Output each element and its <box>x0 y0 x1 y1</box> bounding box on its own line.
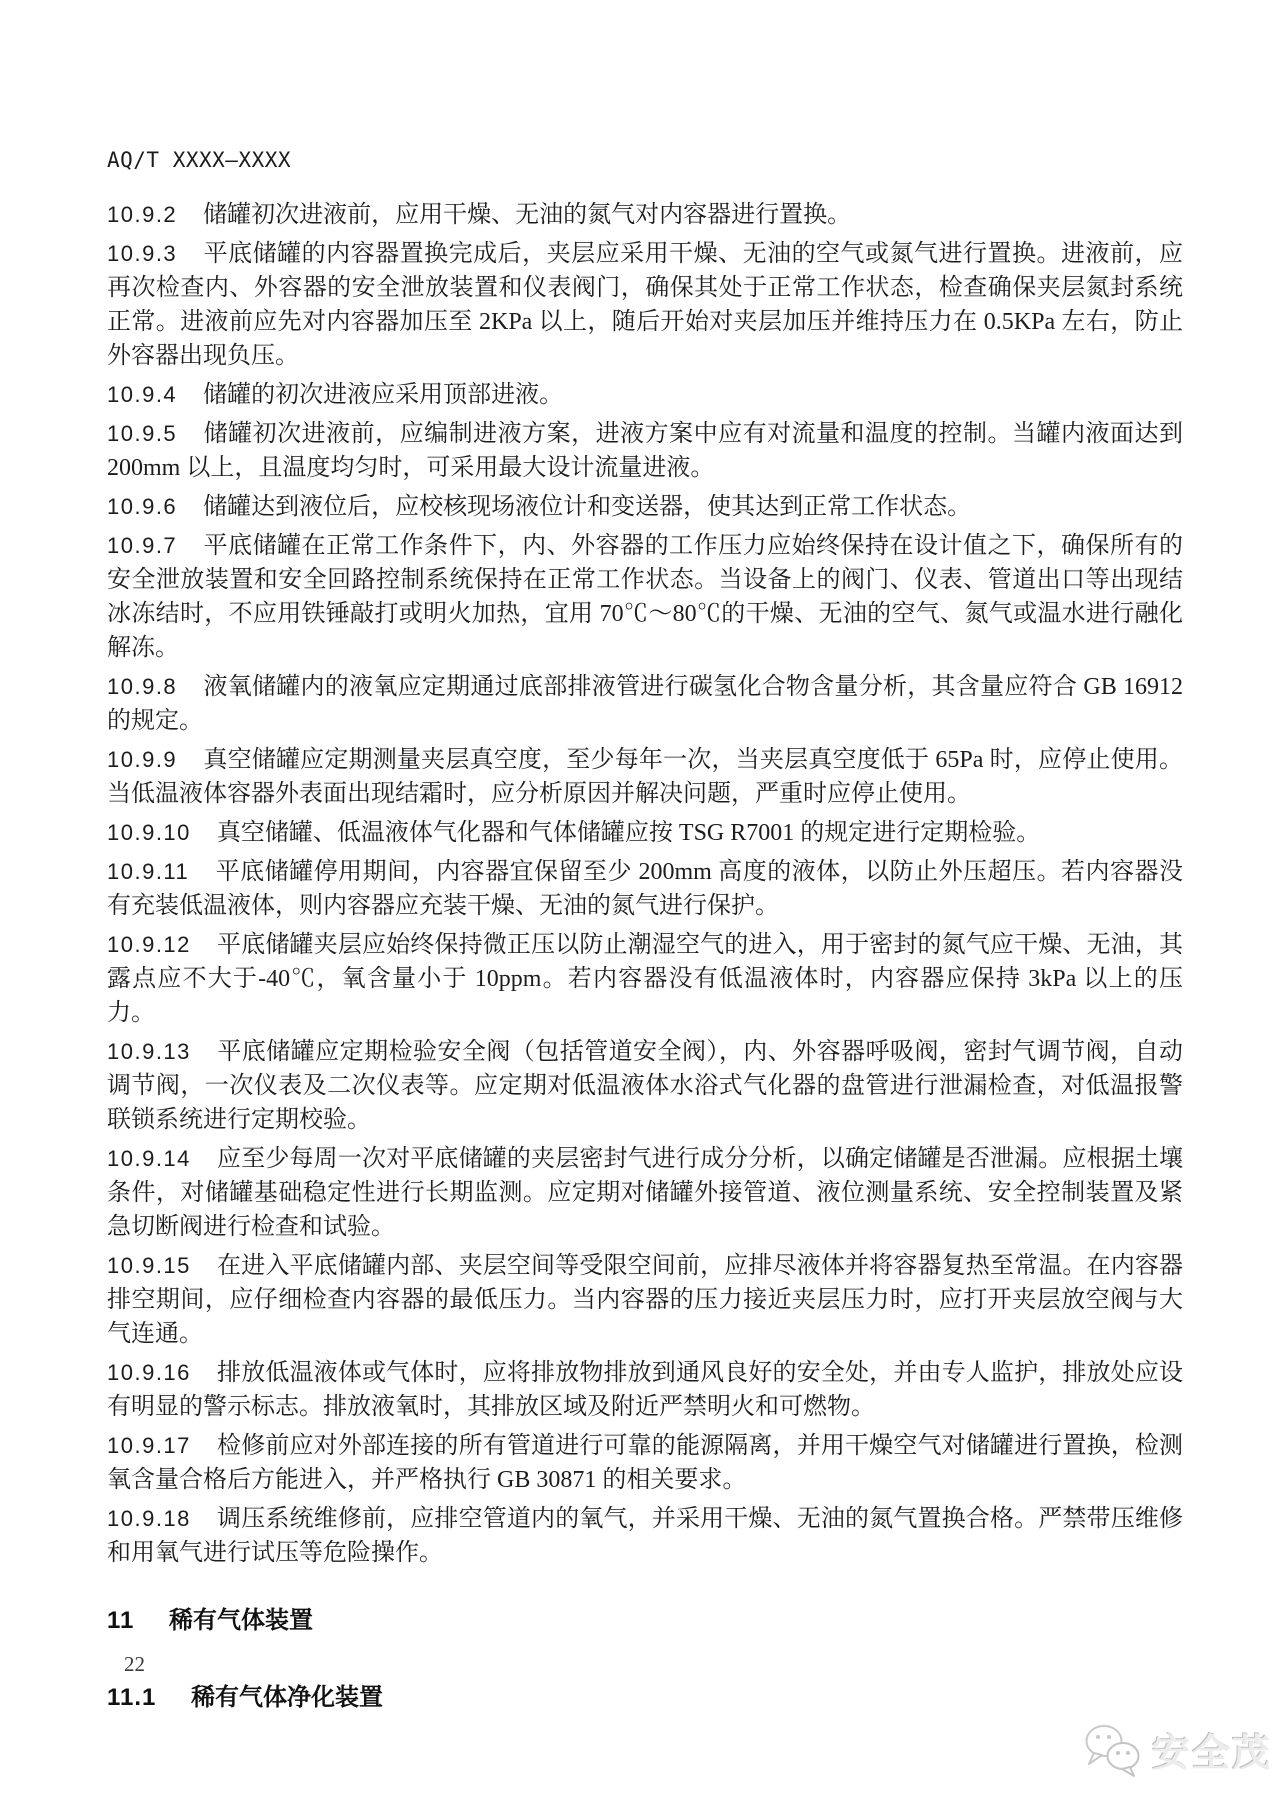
clause-paragraph <box>107 490 1183 524</box>
clause-number: 10.9.2 <box>107 202 178 227</box>
clause-text: 平底储罐在正常工作条件下，内、外容器的工作压力应始终保持在设计值之下，确保所有的安全泄放装置和安全回路控制系统保持在正常工作状态。当设备上的阀门、仪表、管道出口等出现结冰冻结时，不应用铁锤敲打或明火加热，宜用 70℃～80℃的干燥、无油的空气、氮气或温水进行融化解冻。 <box>107 533 1183 661</box>
clause-paragraph <box>107 378 1183 412</box>
section-title: 稀有气体净化装置 <box>191 1684 384 1711</box>
clause-number: 10.9.7 <box>107 533 178 558</box>
clause-text: 在进入平底储罐内部、夹层空间等受限空间前，应排尽液体并将容器复热至常温。在内容器排空期间，应仔细检查内容器的最低压力。当内容器的压力接近夹层压力时，应打开夹层放空阀与大气连通。 <box>107 1253 1183 1347</box>
clause-text: 平底储罐应定期检验安全阀（包括管道安全阀），内、外容器呼吸阀，密封气调节阀，自动调节阀，一次仪表及二次仪表等。应定期对低温液体水浴式气化器的盘管进行泄漏检查，对低温报警联锁系统进行定期校验。 <box>107 1039 1183 1133</box>
clause-number: 10.9.16 <box>107 1360 191 1385</box>
clause-number: 10.9.10 <box>107 820 191 845</box>
clause-paragraph <box>107 198 1183 232</box>
clause-paragraph <box>107 237 1183 373</box>
clause-paragraph <box>107 855 1183 923</box>
clause-text: 储罐达到液位后，应校核现场液位计和变送器，使其达到正常工作状态。 <box>203 494 972 520</box>
clause-number: 10.9.11 <box>107 859 190 884</box>
clause-number: 10.9.18 <box>107 1506 191 1531</box>
page-number: 22 <box>124 1652 145 1676</box>
clause-text: 检修前应对外部连接的所有管道进行可靠的能源隔离，并用干燥空气对储罐进行置换，检测氧含量合格后方能进入，并严格执行 GB 30871 的相关要求。 <box>107 1433 1183 1493</box>
clause-number: 10.9.9 <box>107 747 178 772</box>
section-heading-11-1 <box>107 1683 1183 1713</box>
clause-paragraph <box>107 1035 1183 1137</box>
clause-text: 排放低温液体或气体时，应将排放物排放到通风良好的安全处，并由专人监护，排放处应设有明显的警示标志。排放液氧时，其排放区域及附近严禁明火和可燃物。 <box>107 1360 1183 1420</box>
clause-number: 10.9.15 <box>107 1253 191 1278</box>
clause-text: 平底储罐夹层应始终保持微正压以防止潮湿空气的进入，用于密封的氮气应干燥、无油，其露点应不大于-40℃，氧含量小于 10ppm。若内容器没有低温液体时，内容器应保持 3kPa 以上的压力。 <box>107 932 1183 1026</box>
clause-number: 10.9.4 <box>107 382 178 407</box>
clause-paragraph <box>107 1502 1183 1570</box>
clause-number: 10.9.12 <box>107 932 191 957</box>
clause-text: 平底储罐的内容器置换完成后，夹层应采用干燥、无油的空气或氮气进行置换。进液前，应再次检查内、外容器的安全泄放装置和仪表阀门，确保其处于正常工作状态，检查确保夹层氮封系统正常。进液前应先对内容器加压至 2KPa 以上，随后开始对夹层加压并维持压力在 0.5KPa 左右，防止外容器出现负压。 <box>107 241 1183 369</box>
clause-text: 平底储罐停用期间，内容器宜保留至少 200mm 高度的液体，以防止外压超压。若内容器没有充装低温液体，则内容器应充装干燥、无油的氮气进行保护。 <box>107 859 1183 919</box>
clause-text: 储罐初次进液前，应编制进液方案，进液方案中应有对流量和温度的控制。当罐内液面达到 200mm 以上，且温度均匀时，可采用最大设计流量进液。 <box>107 421 1183 481</box>
section-number: 11.1 <box>107 1684 157 1711</box>
section-title: 稀有气体装置 <box>169 1607 314 1634</box>
section-number: 11 <box>107 1607 135 1634</box>
clause-paragraph <box>107 1429 1183 1497</box>
section-heading-11 <box>107 1606 1183 1636</box>
document-body <box>107 198 1183 1713</box>
clause-text: 液氧储罐内的液氧应定期通过底部排液管进行碳氢化合物含量分析，其含量应符合 GB 16912 的规定。 <box>107 674 1183 734</box>
wechat-bubbles-icon <box>1082 1720 1144 1778</box>
clause-paragraph <box>107 670 1183 738</box>
clause-text: 真空储罐应定期测量夹层真空度，至少每年一次，当夹层真空度低于 65Pa 时，应停止使用。当低温液体容器外表面出现结霜时，应分析原因并解决问题，严重时应停止使用。 <box>107 747 1183 807</box>
clause-paragraph <box>107 529 1183 665</box>
clause-number: 10.9.13 <box>107 1039 191 1064</box>
clause-number: 10.9.8 <box>107 674 178 699</box>
clause-number: 10.9.17 <box>107 1433 191 1458</box>
clause-number: 10.9.14 <box>107 1146 191 1171</box>
clause-paragraph <box>107 417 1183 485</box>
clause-number: 10.9.5 <box>107 421 178 446</box>
clause-paragraph <box>107 1142 1183 1244</box>
clause-text: 储罐初次进液前，应用干燥、无油的氮气对内容器进行置换。 <box>203 202 852 228</box>
clause-text: 调压系统维修前，应排空管道内的氧气，并采用干燥、无油的氮气置换合格。严禁带压维修和用氧气进行试压等危险操作。 <box>107 1506 1183 1566</box>
clause-number: 10.9.3 <box>107 241 178 266</box>
clause-text: 真空储罐、低温液体气化器和气体储罐应按 TSG R7001 的规定进行定期检验。 <box>216 820 1041 846</box>
clause-paragraph <box>107 928 1183 1030</box>
watermark <box>1082 1720 1272 1778</box>
document-code: AQ/T XXXX—XXXX <box>107 148 292 172</box>
clause-paragraph <box>107 816 1183 850</box>
clause-text: 储罐的初次进液应采用顶部进液。 <box>203 382 564 408</box>
watermark-text: 安全茂 <box>1152 1732 1273 1775</box>
clause-paragraph <box>107 1249 1183 1351</box>
clause-paragraph <box>107 1356 1183 1424</box>
clause-paragraph <box>107 743 1183 811</box>
clause-number: 10.9.6 <box>107 494 178 519</box>
clause-text: 应至少每周一次对平底储罐的夹层密封气进行成分分析，以确定储罐是否泄漏。应根据土壤条件，对储罐基础稳定性进行长期监测。应定期对储罐外接管道、液位测量系统、安全控制装置及紧急切断阀进行检查和试验。 <box>107 1146 1183 1240</box>
clauses-container <box>107 198 1183 1570</box>
